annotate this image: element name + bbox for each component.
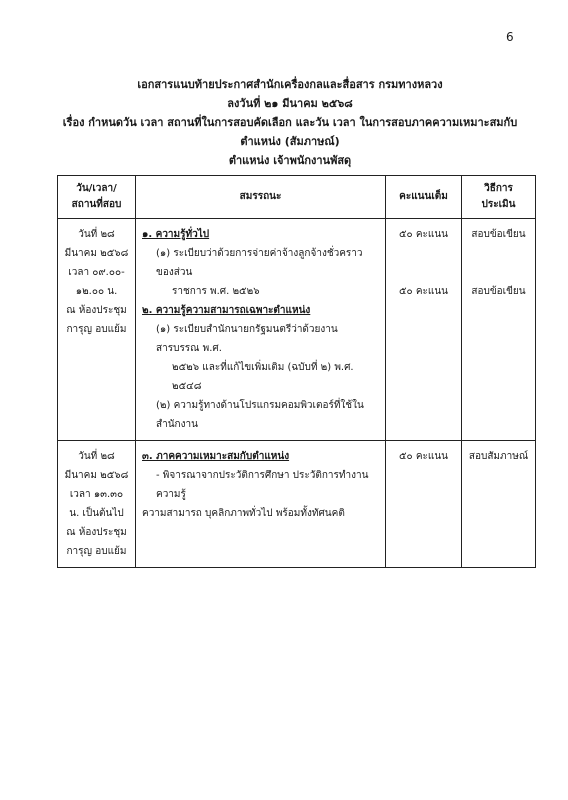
page-number: 6 bbox=[506, 30, 514, 44]
method-cell: สอบข้อเขียน สอบข้อเขียน bbox=[462, 219, 536, 441]
header-line-4: ตำแหน่ง (สัมภาษณ์) bbox=[240, 135, 340, 148]
header-date: วัน/เวลา/ สถานที่สอบ bbox=[58, 176, 136, 219]
date-cell: วันที่ ๒๘ มีนาคม ๒๕๖๘ เวลา ๐๙.๐๐- ๑๒.๐๐ น. ณ ห้องประชุม การุญ อบแย้ม bbox=[58, 219, 136, 441]
header-line-5: ตำแหน่ง เจ้าพนักงานพัสดุ bbox=[228, 154, 352, 167]
score-cell: ๕๐ คะแนน ๕๐ คะแนน bbox=[386, 219, 462, 441]
date-cell: วันที่ ๒๘ มีนาคม ๒๕๖๘ เวลา ๑๓.๓๐ น. เป็นต้นไป ณ ห้องประชุม การุญ อบแย้ม bbox=[58, 441, 136, 568]
header-line-2: ลงวันที่ ๒๑ มีนาคม ๒๕๖๘ bbox=[227, 97, 353, 110]
topic-general-knowledge: ๑. ความรู้ทั่วไป bbox=[142, 229, 210, 240]
topic-suitability: ๓. ภาคความเหมาะสมกับตำแหน่ง bbox=[142, 451, 290, 462]
header-line-3: เรื่อง กำหนดวัน เวลา สถานที่ในการสอบคัดเลือก และวัน เวลา ในการสอบภาคความเหมาะสมกับ bbox=[62, 116, 518, 129]
competency-cell: ๓. ภาคความเหมาะสมกับตำแหน่ง - พิจารณาจากประวัติการศึกษา ประวัติการทำงาน ความรู้ ความสามารถ บุคลิกภาพทั่วไป พร้อมทั้งทัศนคติ bbox=[136, 441, 386, 568]
exam-schedule-table bbox=[57, 175, 536, 568]
topic-specific-knowledge: ๒. ความรู้ความสามารถเฉพาะตำแหน่ง bbox=[142, 305, 311, 316]
header-method: วิธีการ ประเมิน bbox=[462, 176, 536, 219]
header-score: คะแนนเต็ม bbox=[386, 176, 462, 219]
method-cell: สอบสัมภาษณ์ bbox=[462, 441, 536, 568]
competency-cell: ๑. ความรู้ทั่วไป (๑) ระเบียบว่าด้วยการจ่ายค่าจ้างลูกจ้างชั่วคราวของส่วน ราชการ พ.ศ. ๒๕๒๖ ๒. ความรู้ความสามารถเฉพาะตำแหน่ง (๑) ระเบียบสำนักนายกรัฐมนตรีว่าด้วยงานสารบรรณ พ.ศ. ๒๕๒๖ และที่แก้ไขเพิ่มเติม (ฉบับที่ ๒) พ.ศ. ๒๕๔๘ (๒) ความรู้ทางด้านโปรแกรมคอมพิวเตอร์ที่ใช้ในสำนักงาน bbox=[136, 219, 386, 441]
table-row bbox=[58, 441, 536, 568]
table-row bbox=[58, 219, 536, 441]
header-competency: สมรรถนะ bbox=[136, 176, 386, 219]
document-header bbox=[40, 75, 540, 170]
table-header-row bbox=[58, 176, 536, 219]
header-line-1: เอกสารแนบท้ายประกาศสำนักเครื่องกลและสื่อสาร กรมทางหลวง bbox=[137, 78, 443, 91]
score-cell: ๕๐ คะแนน bbox=[386, 441, 462, 568]
